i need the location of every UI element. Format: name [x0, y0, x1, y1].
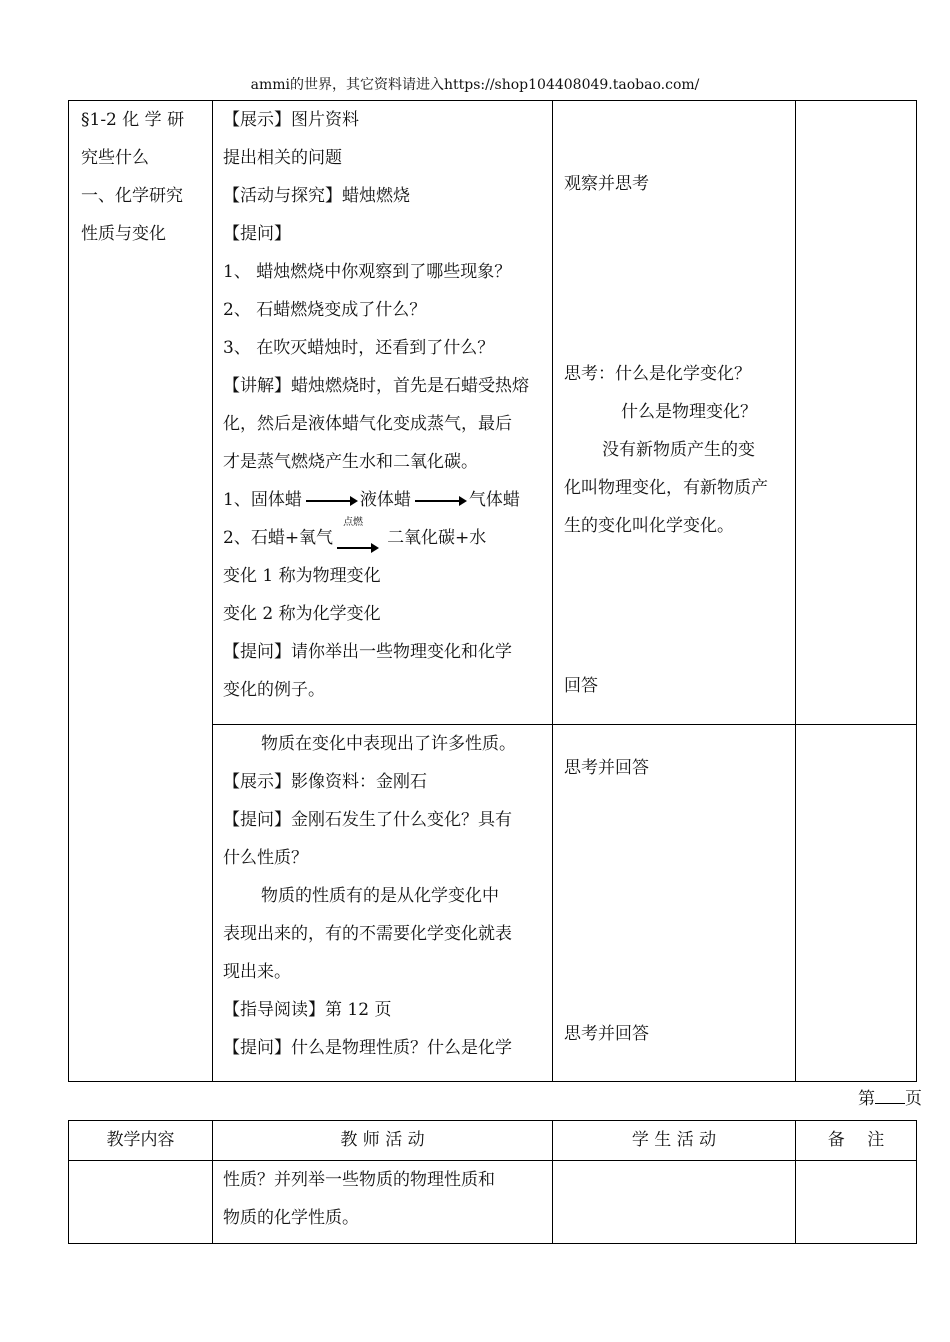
equation-physical-change: [223, 481, 552, 519]
teacher-line: 表现出来的，有的不需要化学变化就表: [223, 924, 512, 944]
teacher-line: 2、 石蜡燃烧变成了什么？: [223, 300, 427, 320]
remarks-cell: [796, 101, 917, 725]
teacher-activity-cell: [213, 101, 553, 725]
teacher-line: 3、 在吹灭蜡烛时，还看到了什么？: [223, 338, 495, 358]
header-student-activity: 学 生 活 动: [553, 1121, 796, 1161]
teacher-line: 什么性质？: [223, 848, 308, 868]
student-answer: 思考并回答: [564, 758, 649, 778]
section-title-line: 究些什么: [81, 148, 149, 168]
equation-chemical-change: [223, 516, 552, 557]
teacher-line: 【讲解】蜡烛燃烧时，首先是石蜡受热熔: [223, 376, 529, 396]
reaction-condition: 点燃: [343, 516, 364, 528]
arrow-icon: [415, 500, 465, 502]
student-activity-cell: [553, 725, 796, 1082]
remarks-cell: [796, 725, 917, 1082]
eq-products: 二氧化碳+水: [387, 528, 487, 548]
teacher-line: 【指导阅读】第 12 页: [223, 1000, 392, 1020]
student-answer: 回答: [564, 676, 598, 696]
remarks-cell: [796, 1161, 917, 1244]
header-teacher-activity: 教 师 活 动: [213, 1121, 553, 1161]
section-title-line: 一、化学研究: [81, 186, 183, 206]
student-answer-line: 生的变化叫化学变化。: [564, 516, 734, 536]
teacher-line: 【提问】什么是物理性质？什么是化学: [223, 1038, 512, 1058]
page-header: ammi的世界，其它资料请进入https://shop104408049.taobao.com/: [250, 77, 700, 93]
teacher-line: 变化的例子。: [223, 680, 325, 700]
header-teaching-content: 教学内容: [69, 1121, 213, 1161]
teacher-line: 现出来。: [223, 962, 291, 982]
teacher-line: 【提问】请你举出一些物理变化和化学: [223, 642, 512, 662]
teacher-activity-cell: [213, 1161, 553, 1244]
student-question-chemical: 思考：什么是化学变化？: [564, 364, 751, 384]
teacher-line: 【展示】图片资料: [223, 110, 359, 130]
arrow-icon: [337, 547, 377, 549]
eq-solid-wax: 1、固体蜡: [223, 490, 302, 510]
header-remarks: 备 注: [796, 1121, 917, 1161]
student-answer-line: 化叫物理变化，有新物质产: [564, 478, 768, 498]
teacher-line: 【提问】金刚石发生了什么变化？具有: [223, 810, 512, 830]
teacher-line: 变化 1 称为物理变化: [223, 566, 381, 586]
reaction-arrow: [337, 516, 383, 549]
teacher-line: 【提问】: [223, 224, 291, 244]
section-title-cell: [69, 101, 213, 1082]
teacher-line: 1、 蜡烛燃烧中你观察到了哪些现象？: [223, 262, 512, 282]
student-question-physical: 什么是物理变化？: [621, 402, 757, 422]
student-activity-cell: [553, 1161, 796, 1244]
eq-reactants: 2、石蜡+氧气: [223, 528, 334, 548]
page-number-label: [858, 1087, 922, 1109]
student-observe: 观察并思考: [564, 174, 649, 194]
teacher-line: 化，然后是液体蜡气化变成蒸气，最后: [223, 414, 512, 434]
lesson-table-1: [68, 100, 917, 1082]
teacher-line: 【展示】影像资料：金刚石: [223, 772, 427, 792]
student-activity-cell: [553, 101, 796, 725]
eq-gas-wax: 气体蜡: [468, 490, 520, 510]
teacher-line: 【活动与探究】蜡烛燃烧: [223, 186, 410, 206]
teacher-line: 物质的性质有的是从化学变化中: [261, 886, 499, 906]
section-title-line: §1-2 化 学 研: [81, 110, 185, 130]
lesson-table-2: [68, 1120, 917, 1244]
teacher-line: 物质的化学性质。: [223, 1208, 359, 1228]
teacher-line: 提出相关的问题: [223, 148, 342, 168]
page-suffix: 页: [905, 1089, 922, 1109]
student-answer: 思考并回答: [564, 1024, 649, 1044]
page-number-blank: [875, 1087, 905, 1104]
student-answer-line: 没有新物质产生的变: [602, 440, 755, 460]
arrow-icon: [306, 500, 356, 502]
eq-liquid-wax: 液体蜡: [359, 490, 411, 510]
teaching-content-cell: [69, 1161, 213, 1244]
teacher-activity-cell: [213, 725, 553, 1082]
teacher-line: 才是蒸气燃烧产生水和二氧化碳。: [223, 452, 478, 472]
teacher-line: 物质在变化中表现出了许多性质。: [261, 734, 516, 754]
section-title-line: 性质与变化: [81, 224, 166, 244]
teacher-line: 变化 2 称为化学变化: [223, 604, 381, 624]
teacher-line: 性质？并列举一些物质的物理性质和: [223, 1170, 495, 1190]
page-prefix: 第: [858, 1089, 875, 1109]
